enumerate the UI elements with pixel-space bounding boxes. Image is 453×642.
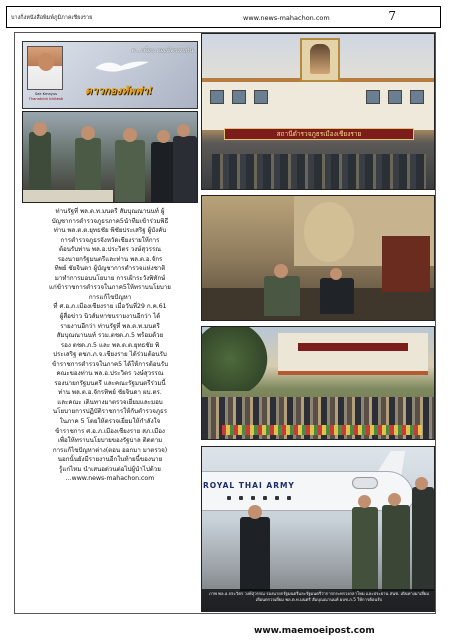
station-sign: สถานีตำรวจภูธรเมืองเชียงราย bbox=[224, 128, 414, 140]
article-line: ข้าราชการ ศ.อ.ภ.เมืองเชียงราย สภ.เมือง bbox=[55, 427, 165, 435]
article-line: ...www.news-mahachon.com bbox=[65, 475, 155, 483]
plane-photo-caption: ภาพ พล.อ.ประวิตร วงษ์สุวรรณ รองนายกรัฐมนตรีและรัฐมนตรีว่าการกระทรวงกลาโหม และประธาน สนช. เดินทางมาเยี่ยมเยือนตรวจเยี่ยม พล.ต.ท.มนตรี สัมบุณณานนท์ ผบช.ภ.5 ให้การต้อนรับ bbox=[202, 589, 435, 611]
photo-army-plane bbox=[201, 446, 435, 612]
article-line: การแก้ไขปัญหา bbox=[88, 293, 132, 301]
article-line: รองนายกรัฐมนตรีและท่าน พล.ต.อ.จักร bbox=[57, 255, 163, 263]
article-line: ในภาค 5 โดยให้ตรวจเยี่ยมให้กำลังใจ bbox=[59, 418, 161, 426]
photo-police-station bbox=[201, 33, 435, 190]
article-line: นอกนั้นยังมีรายงานอีกในท้ายนี้ของนาย bbox=[57, 456, 163, 464]
article-line: รอง ตชด.ภ.5 และ พล.ต.ต.ยุทธชัย พิ bbox=[60, 341, 160, 349]
royal-portrait bbox=[300, 38, 340, 82]
photo-meeting-room bbox=[201, 195, 435, 321]
dove-icon bbox=[93, 58, 151, 74]
article-body bbox=[24, 207, 196, 587]
columnist-portrait bbox=[27, 46, 63, 90]
footer-website[interactable]: www.maemoeipost.com bbox=[254, 626, 375, 636]
article-line: ต้อนรับท่าน พล.อ.ประวิตร วงษ์สุวรรณ bbox=[58, 246, 162, 254]
article-line: แก่ข้าราชการตำรวจในภาค5ให้ทราบนโยบาย bbox=[49, 284, 171, 292]
article-line: รู้แก่ไหม นำเสนอด่วนต่อไปผู้นำไปด้วย bbox=[59, 465, 161, 473]
banner-script-text: ต...เพื่อน ผองมิตรพบกัน bbox=[131, 47, 193, 54]
article-line: ข้าราชการตำรวจในภาค5 ได้ให้การต้อนรับ bbox=[52, 360, 168, 368]
article-line: นโยบายการปฏิบัติราชการให้กับตำรวจภูธร bbox=[52, 408, 168, 416]
article-line: ท่าน พล.ต.ต.ยุทธชัย พิชัยประเสริฐ ผู้บังคับ bbox=[53, 227, 167, 235]
article-line: ท่านรัฐที่ พล.ต.ท.มนตรี สัมบุณณานนท์ ผู้ bbox=[55, 208, 165, 215]
article-line: ทิพย์ ชัยจินดา ผู้บัญชาการตำรวจแห่งชาติ bbox=[54, 265, 166, 273]
header-website[interactable]: www.news-mahachon.com bbox=[243, 14, 330, 22]
article-line: รองนายกรัฐมนตรี และคณะรัฐมนตรีร่วมนี้ bbox=[54, 379, 166, 387]
column-title: ดาวกองทัพพ่า! bbox=[85, 85, 153, 97]
article-line: สัมบุณณานนท์ รวม.ตชด.ภ.5 พร้อมด้วย bbox=[56, 332, 164, 340]
article-line: ประเสริฐ ตชภ.ภ.จ.เชียงราย ได้ร่วมต้อนรับ bbox=[53, 351, 167, 359]
article-line: ผู้สื่อข่าว นิวส์มหาชนรายงานอีกว่า ได้ bbox=[59, 313, 161, 321]
column-banner bbox=[22, 41, 198, 109]
article-line: ที่ ศ.อ.ภ.เมืองเชียงราย เมื่อวันที่29 ก.ค.61 bbox=[53, 303, 167, 311]
page-number: 7 bbox=[388, 9, 396, 23]
article-line: รายงานอีกว่า ท่านรัฐที่ พล.ต.ท.มนตรี bbox=[60, 322, 160, 330]
article-line: มาทำการมอบนโยบาย การเฝ้าระวังพิทักษ์ bbox=[54, 274, 166, 282]
article-line: และคณะ เดินทางมาตรวจเยี่ยมและมอบ bbox=[57, 398, 163, 406]
publication-name: บางกิ่งหนังสือพิมพ์ภูมิภาคเชียงราย bbox=[11, 15, 93, 21]
article-line: การตำรวจภูธรจังหวัดเชียงรายให้การ bbox=[60, 236, 160, 244]
plane-livery: ROYAL THAI ARMY bbox=[203, 481, 295, 490]
columnist-subtitle: Thanatchit Ichitesti bbox=[28, 97, 64, 101]
photo-officers-meeting bbox=[22, 111, 198, 203]
photo-outdoor-ceremony bbox=[201, 326, 435, 440]
article-line: การแก้ไขปัญหาต่าง(ตอน ออกมา มาตรวจ) bbox=[52, 446, 168, 454]
article-line: เพื่อให้ทราบนโยบายของรัฐบาล ติดตาม bbox=[57, 437, 163, 445]
page-header bbox=[6, 6, 441, 28]
columnist-name: Sak Kmayus bbox=[34, 92, 58, 96]
article-line: คณะของท่าน พล.อ.ประวิตร วงษ์สุวรรณ bbox=[56, 370, 164, 378]
article-line: ท่าน พล.ต.อ.จักรทิพย์ ชัยจินดา ผบ.ตร. bbox=[58, 389, 162, 397]
article-line: บัญชาการตำรวจภูธรภาค5นำทีมเข้าร่วมพิธี bbox=[51, 217, 169, 225]
